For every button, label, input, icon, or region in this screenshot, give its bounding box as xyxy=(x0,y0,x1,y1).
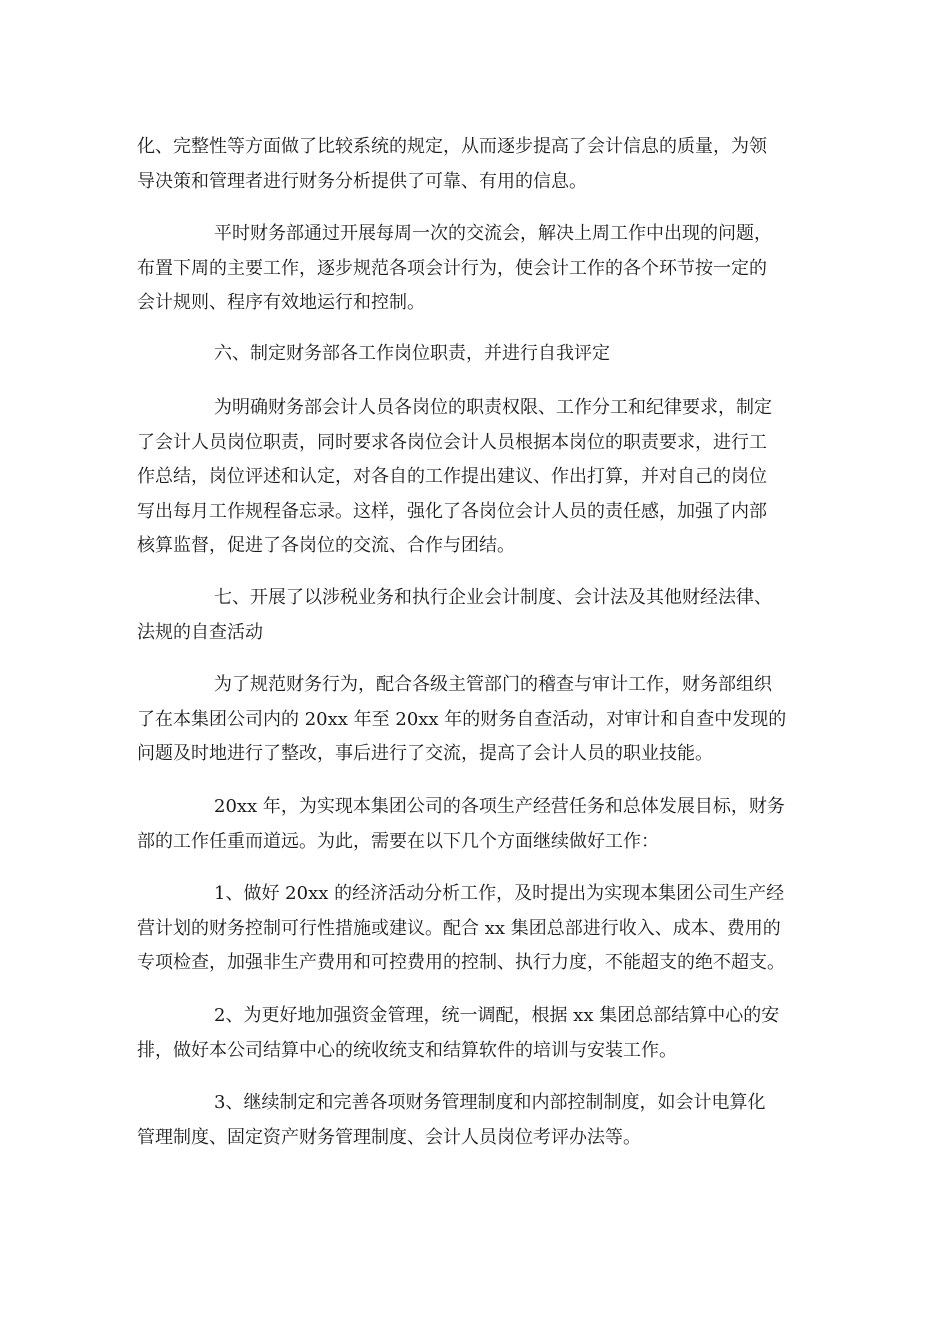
text-line: 了在本集团公司内的 20xx 年至 20xx 年的财务自查活动，对审计和自查中发现的 xyxy=(137,708,787,730)
list-item-1 xyxy=(137,877,817,981)
paragraph-weekly-meeting xyxy=(137,217,817,321)
section-heading-6 xyxy=(137,337,817,372)
text-line: 部的工作任重而道远。为此，需要在以下几个方面继续做好工作： xyxy=(137,830,659,852)
paragraph-self-inspection xyxy=(137,668,817,772)
text-line: 管理制度、固定资产财务管理制度、会计人员岗位考评办法等。 xyxy=(137,1126,641,1148)
text-line: 化、完整性等方面做了比较系统的规定，从而逐步提高了会计信息的质量，为领 xyxy=(137,136,767,157)
text-line: 专项检查，加强非生产费用和可控费用的控制、执行力度，不能超支的绝不超支。 xyxy=(137,952,785,973)
text-line: 20xx 年，为实现本集团公司的各项生产经营任务和总体发展目标，财务 xyxy=(214,796,785,817)
text-line: 导决策和管理者进行财务分析提供了可靠、有用的信息。 xyxy=(137,170,587,192)
text-line: 营计划的财务控制可行性措施或建议。配合 xx 集团总部进行收入、成本、费用的 xyxy=(137,917,781,939)
text-line: 为了规范财务行为，配合各级主管部门的稽查与审计工作，财务部组织 xyxy=(214,674,772,695)
text-line: 2、为更好地加强资金管理，统一调配，根据 xx 集团总部结算中心的安 xyxy=(214,1005,780,1026)
text-line: 1、做好 20xx 的经济活动分析工作，及时提出为实现本集团公司生产经 xyxy=(214,883,785,904)
heading-line: 七、开展了以涉税业务和执行企业会计制度、会计法及其他财经法律、 xyxy=(214,587,772,608)
text-line: 问题及时地进行了整改，事后进行了交流，提高了会计人员的职业技能。 xyxy=(137,743,713,764)
text-line: 了会计人员岗位职责，同时要求各岗位会计人员根据本岗位的职责要求，进行工 xyxy=(137,431,767,453)
paragraph-accounting-info-quality xyxy=(137,130,817,199)
section-heading-7 xyxy=(137,581,817,650)
heading-line: 六、制定财务部各工作岗位职责，并进行自我评定 xyxy=(214,343,610,364)
text-line: 平时财务部通过开展每周一次的交流会，解决上周工作中出现的问题， xyxy=(214,223,772,244)
list-item-3 xyxy=(137,1086,817,1155)
text-line: 为明确财务部会计人员各岗位的职责权限、工作分工和纪律要求，制定 xyxy=(214,397,772,418)
text-line: 写出每月工作规程备忘录。这样，强化了各岗位会计人员的责任感，加强了内部 xyxy=(137,500,767,522)
text-line: 会计规则、程序有效地运行和控制。 xyxy=(137,292,425,313)
paragraph-job-responsibilities xyxy=(137,391,817,564)
text-line: 排，做好本公司结算中心的统收统支和结算软件的培训与安装工作。 xyxy=(137,1039,677,1061)
text-line: 作总结，岗位评述和认定，对各自的工作提出建议、作出打算，并对自己的岗位 xyxy=(137,466,767,487)
heading-line: 法规的自查活动 xyxy=(137,621,263,643)
text-line: 核算监督，促进了各岗位的交流、合作与团结。 xyxy=(137,535,515,556)
text-line: 布置下周的主要工作，逐步规范各项会计行为，使会计工作的各个环节按一定的 xyxy=(137,257,767,279)
paragraph-annual-goals xyxy=(137,790,817,859)
text-line: 3、继续制定和完善各项财务管理制度和内部控制制度，如会计电算化 xyxy=(214,1092,766,1113)
list-item-2 xyxy=(137,999,817,1068)
